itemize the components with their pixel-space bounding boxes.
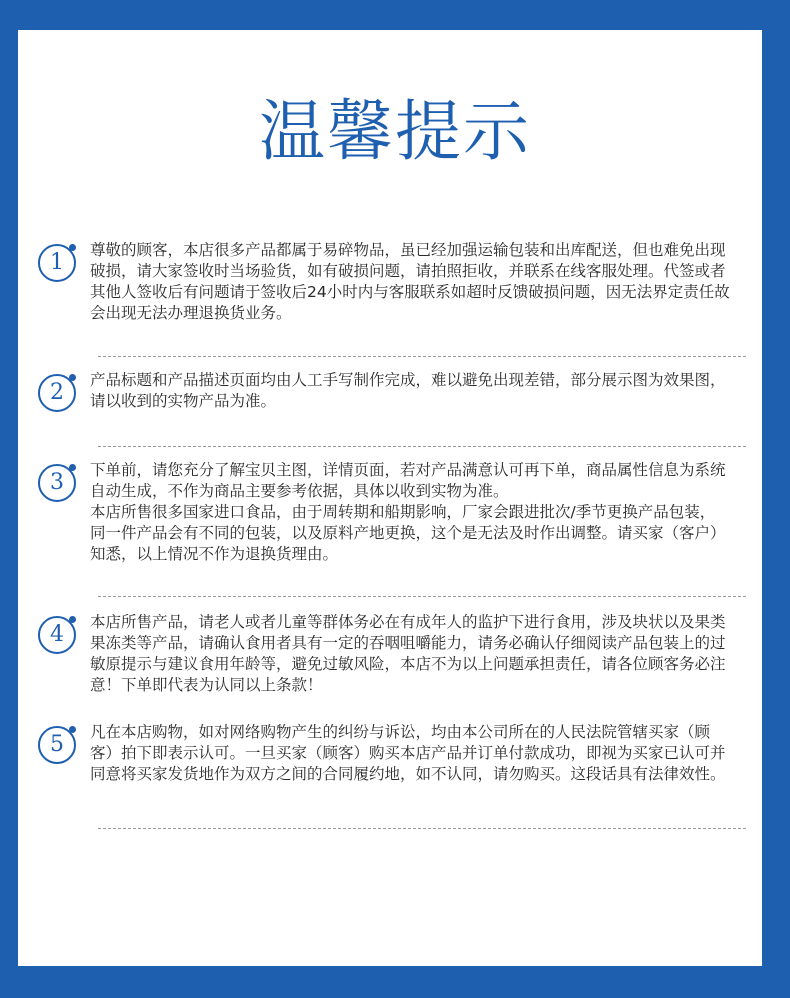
notice-text <box>90 240 730 324</box>
notice-text <box>90 370 730 412</box>
notice-paragraph: 产品标题和产品描述页面均由人工手写制作完成，难以避免出现差错，部分展示图为效果图，请以收到的实物产品为准。 <box>90 371 726 410</box>
notice-text <box>90 612 730 696</box>
number-circle-icon: 1 <box>38 244 76 282</box>
divider <box>98 356 746 357</box>
notice-paragraph: 本店所售很多国家进口食品，由于周转期和船期影响，厂家会跟进批次/季节更换产品包装，同一件产品会有不同的包装，以及原料产地更换，这个是无法及时作出调整。请买家（客户）知悉，以上情况不作为退换货理由。 <box>90 503 726 563</box>
content-panel <box>18 30 762 966</box>
notice-paragraph: 本店所售产品，请老人或者儿童等群体务必在有成年人的监护下进行食用，涉及块状以及果类果冻类等产品，请确认食用者具有一定的吞咽咀嚼能力，请务必确认仔细阅读产品包装上的过敏原提示与建议食用年龄等，避免过敏风险，本店不为以上问题承担责任，请各位顾客务必注意！下单即代表为认同以上条款！ <box>90 613 726 694</box>
number-circle-icon: 3 <box>38 464 76 502</box>
notice-paragraph: 凡在本店购物，如对网络购物产生的纠纷与诉讼，均由本公司所在的人民法院管辖买家（顾客）拍下即表示认可。一旦买家（顾客）购买本店产品并订单付款成功，即视为买家已认可并同意将买家发货地作为双方之间的合同履约地，如不认同，请勿购买。这段话具有法律效性。 <box>90 723 726 783</box>
number-circle-icon: 4 <box>38 616 76 654</box>
divider <box>98 828 746 829</box>
divider <box>98 596 746 597</box>
page-title: 温馨提示 <box>259 93 531 170</box>
number-circle-icon: 5 <box>38 726 76 764</box>
notice-paragraph: 尊敬的顾客，本店很多产品都属于易碎物品，虽已经加强运输包装和出库配送，但也难免出现破损，请大家签收时当场验货，如有破损问题，请拍照拒收，并联系在线客服处理。代签或者其他人签收后有问题请于签收后24小时内与客服联系如超时反馈破损问题，因无法界定责任故会出现无法办理退换货业务。 <box>90 241 730 322</box>
number-circle-icon: 2 <box>38 374 76 412</box>
notice-text <box>90 722 730 785</box>
notice-paragraph: 下单前，请您充分了解宝贝主图，详情页面，若对产品满意认可再下单，商品属性信息为系统自动生成，不作为商品主要参考依据，具体以收到实物为准。 <box>90 461 726 500</box>
notice-text <box>90 460 730 565</box>
divider <box>98 446 746 447</box>
